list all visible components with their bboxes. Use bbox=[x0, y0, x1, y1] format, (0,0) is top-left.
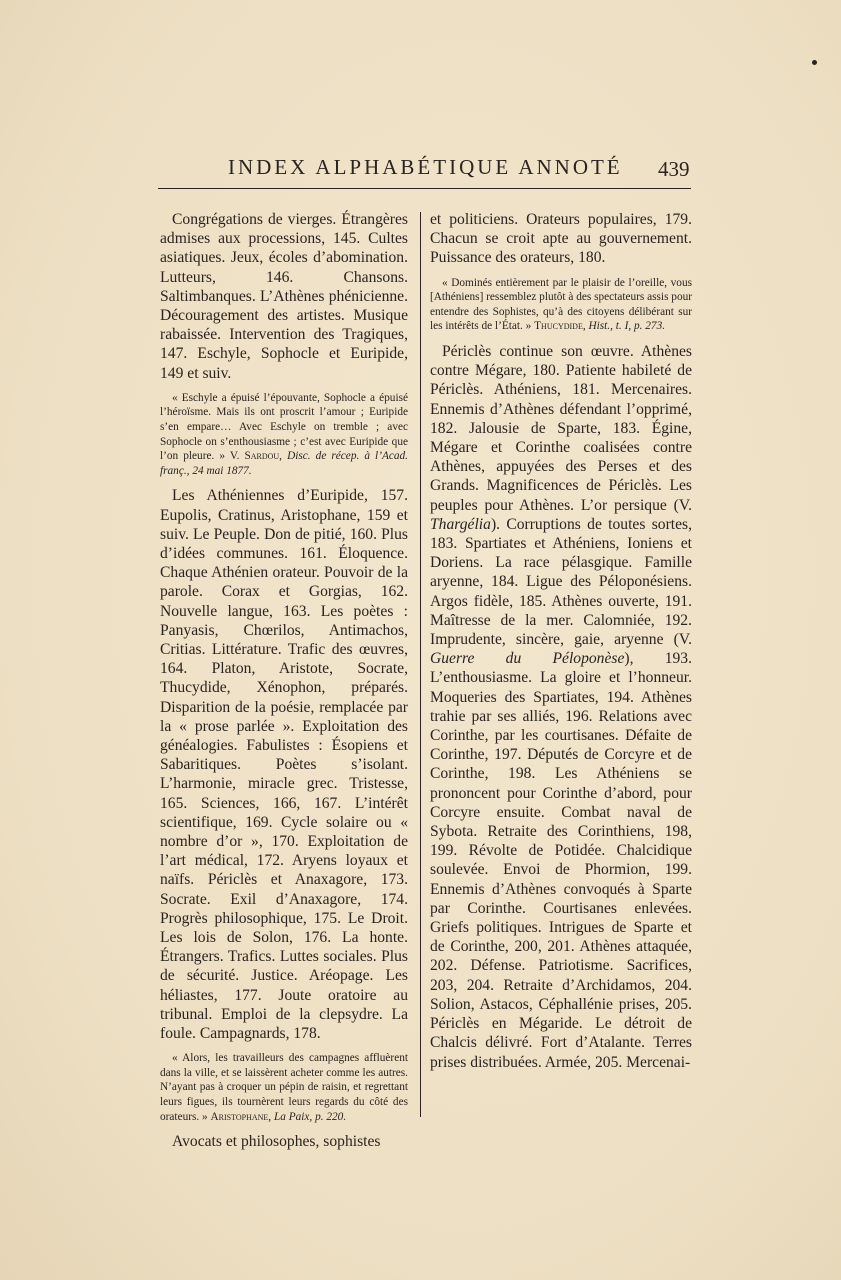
right-column bbox=[430, 210, 692, 1072]
index-paragraph: Les Athéniennes d’Euripide, 157. Eupolis, Cratinus, Aristophane, 159 et suiv. Le Peuple. Don de pitié, 160. Plus d’idées communes. 161. Éloquence. Chaque Athénien orateur. Pouvoir de la parole. Corax et Gorgias, 162. Nouvelle langue, 163. Les poètes : Panyasis, Chœrilos, Antimachos, Critias. Littérature. Trafic des œuvres, 164. Platon, Aristote, Socrate, Thucydide, Xénophon, préparés. Disparition de la poésie, remplacée par la « prose parlée ». Exploitation des généalogies. Fabulistes : Ésopiens et Sabaritiques. Poètes s’isolant. L’harmonie, miracle grec. Tristesse, 165. Sciences, 166, 167. L’intérêt scientifique, 169. Cycle solaire ou « nombre d’or », 170. Exploitation de l’art médical, 172. Aryens loyaux et naïfs. Périclès et Anaxagore, 173. Socrate. Exil d’Anaxagore, 174. Progrès philosophique, 175. Le Droit. Les lois de Solon, 176. La honte. Étrangers. Trafics. Luttes sociales. Plus de sécurité. Justice. Aréopage. Les héliastes, 177. Joute oratoire au tribunal. Emploi de la clepsydre. La foule. Campagnards, 178. bbox=[160, 487, 408, 1043]
quotation-text: « Eschyle a épuisé l’épouvante, Sophocle a épuisé l’héroïsme. Mais ils ont proscrit l’amour ; Euripide s’en empare… Avec Eschyle on tremble ; avec Sophocle on s’enthousiasme ; c’est avec Euripide que l’on pleure. » V. bbox=[160, 391, 408, 463]
column-divider bbox=[420, 212, 421, 1117]
quotation bbox=[160, 1051, 408, 1124]
quotation bbox=[430, 276, 692, 334]
cross-reference: Guerre du Péloponèse bbox=[430, 650, 625, 668]
cross-reference: Thargélia bbox=[430, 515, 491, 533]
ink-spot bbox=[812, 60, 817, 65]
index-paragraph bbox=[430, 342, 692, 1072]
quotation-reference: Disc. de récep. à l’Acad. franç., 24 mai 1877. bbox=[160, 450, 408, 477]
quotation-reference: La Paix, p. 220. bbox=[271, 1110, 347, 1123]
paragraph-text: ), 193. L’enthousiasme. La gloire et l’honneur. Moqueries des Spartiates, 194. Athènes trahie par ses alliés, 196. Relations avec Corinthe, par les courtisanes. Défaite de Corinthe, 197. Députés de Corcyre et de Corinthe, 198. Les Athéniens se prononcent pour Corinthe d’abord, pour Corcyre ensuite. Combat naval de Sybota. Retraite des Corinthiens, 198, 199. Révolte de Potidée. Chalcidique soulevée. Envoi de Phormion, 199. Ennemis d’Athènes convoqués à Sparte par Corinthe. Courtisanes enlevées. Griefs politiques. Intrigues de Sparte et de Corinthe, 200, 201. Athènes attaquée, 202. Défense. Patriotisme. Sacrifices, 203, 204. Retraite d’Archidamos, 204. Solion, Astacos, Céphallénie prises, 205. Périclès en Mégaride. Le détroit de Chalcis délivré. Fort d’Atalante. Terres prises distribuées. Armée, 205. Mercenai- bbox=[430, 650, 692, 1071]
quotation-reference: Hist., t. I, p. 273. bbox=[585, 320, 666, 333]
paragraph-text: Périclès continue son œuvre. Athènes contre Mégare, 180. Patiente habileté de Périclès. Athéniens, 181. Mercenaires. Ennemis d’Athènes défendant l’opprimé, 182. Jalousie de Sparte, 183. Égine, Mégare et Corinthe coalisées contre Athènes, appuyées des Perses et des Grands. Magnificences de Périclès. Les peuples pour Athènes. L’or persique (V. bbox=[430, 342, 692, 514]
paragraph-text: ). Corruptions de toutes sortes, 183. Spartiates et Athéniens, Ioniens et Doriens. La race pélasgique. Famille aryenne, 184. Ligue des Péloponésiens. Argos fidèle, 185. Athènes ouverte, 191. Maîtresse de la mer. Calomniée, 192. Imprudente, sincère, gaie, aryenne (V. bbox=[430, 515, 692, 649]
quotation-author: Sardou, bbox=[244, 450, 283, 463]
index-paragraph: et politiciens. Orateurs populaires, 179. Chacun se croit apte au gouvernement. Puissance des orateurs, 180. bbox=[430, 211, 692, 267]
index-paragraph: Congrégations de vierges. Étrangères admises aux processions, 145. Cultes asiatiques. Jeux, écoles d’abomination. Lutteurs, 146. Chansons. Saltimbanques. L’Athènes phénicienne. Découragement des artistes. Musique rabaissée. Intervention des Tragiques, 147. Eschyle, Sophocle et Euripide, 149 et suiv. bbox=[160, 211, 408, 382]
quotation-text: « Dominés entièrement par le plaisir de l’oreille, vous [Athéniens] ressemblez plutôt à des spectateurs assis pour entendre des Sophistes, qu’à des citoyens délibérant sur les intérêts de l’État. » bbox=[430, 276, 692, 333]
index-paragraph: Avocats et philosophes, sophistes bbox=[172, 1133, 381, 1151]
header-rule bbox=[158, 188, 691, 189]
page-number: 439 bbox=[658, 157, 690, 181]
quotation-author: Thucydide, bbox=[534, 320, 586, 333]
quotation-author: Aristophane, bbox=[210, 1110, 272, 1123]
left-column bbox=[160, 210, 408, 1151]
quotation bbox=[160, 391, 408, 479]
quotation-text: « Alors, les travailleurs des campagnes affluèrent dans la ville, et se laissèrent acheter comme les autres. N’ayant pas à croquer un pépin de raisin, et regrettant leurs figues, ils tournèrent leurs regards du côté des orateurs. » bbox=[160, 1052, 408, 1123]
running-header: INDEX ALPHABÉTIQUE ANNOTÉ bbox=[228, 155, 623, 179]
